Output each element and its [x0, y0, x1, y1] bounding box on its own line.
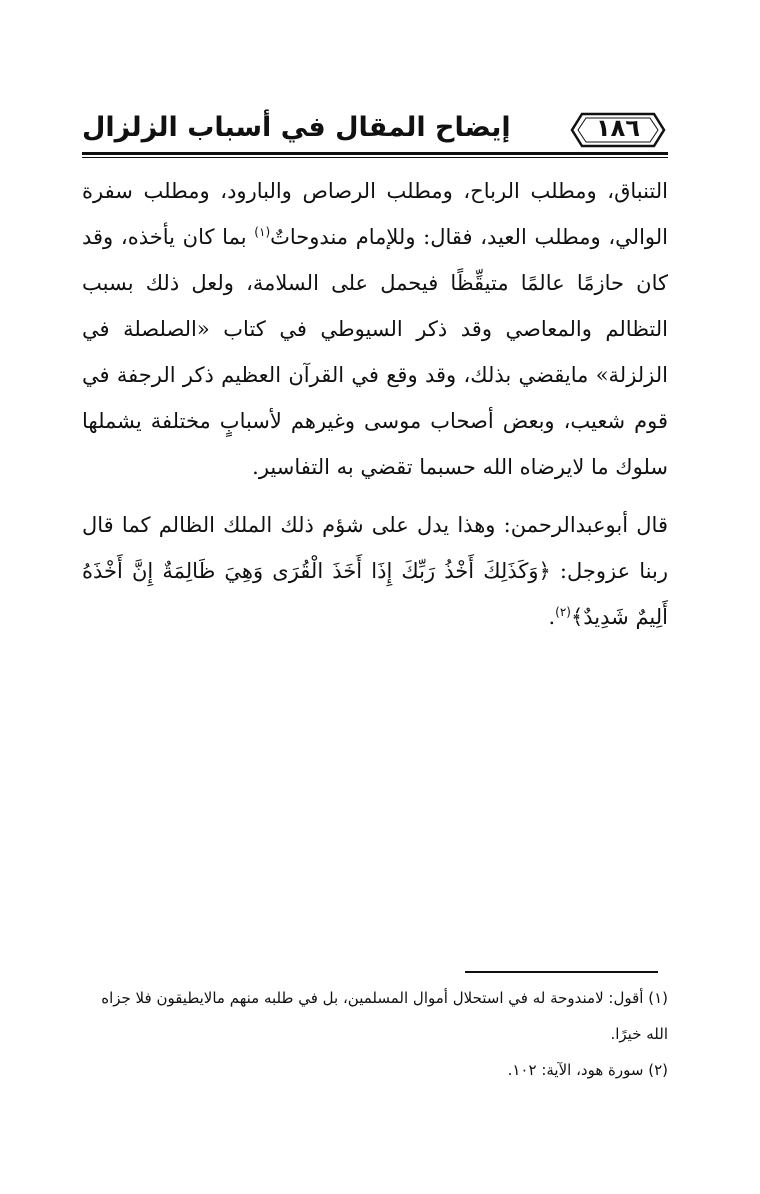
footnote-ref-1: (١) [254, 225, 271, 239]
footnote-ref-2: (٢) [555, 605, 571, 619]
footnote-2: (٢) سورة هود، الآية: ١٠٢. [507, 1061, 668, 1079]
page-header [82, 108, 668, 158]
paragraph-1-start: التنباق، ومطلب الرباح، ومطلب الرصاص والبارود، ومطلب سفرة الوالي، ومطلب العيد، فقال: وللإمام مندوحاتٌ [82, 179, 668, 249]
header-rule [82, 152, 668, 155]
paragraph-1-continuation: بما كان يأخذه، وقد كان حازمًا عالمًا متيقِّظًا فيحمل على السلامة، ولعل ذلك بسبب التظالم والمعاصي وقد ذكر السيوطي في كتاب «الصلصلة في الزلزلة» مايقضي بذلك، وقد وقع في القرآن العظيم ذكر الرجفة في قوم شعيب، وبعض أصحاب موسى وغيرهم لأسبابٍ مختلفة يشملها سلوك ما لايرضاه الله حسبما تقضي به التفاسير. [82, 225, 668, 479]
paragraph-2-text: قال أبوعبدالرحمن: وهذا يدل على شؤم ذلك الملك الظالم كما قال ربنا عزوجل: ﴿وَكَذَلِكَ أَخْذُ رَبِّكَ إِذَا أَخَذَ الْقُرَى وَهِيَ ظَالِمَةٌ إِنَّ أَخْذَهُ أَلِيمٌ شَدِيدٌ﴾ [82, 513, 668, 629]
footnote-1: (١) أقول: لامندوحة له في استحلال أموال المسلمين، بل في طلبه منهم مالايطيقون فلا جزاه الله خيرًا. [101, 989, 668, 1043]
page-number: ١٨٦ [596, 114, 640, 142]
header-rule-thin [82, 157, 668, 158]
paragraph-2 [82, 502, 668, 640]
footnotes [82, 980, 668, 1088]
main-text [82, 168, 668, 640]
page-number-frame [568, 110, 668, 150]
footnote-separator [465, 971, 658, 973]
running-title: إيضاح المقال في أسباب الزلزال [82, 112, 511, 143]
paragraph-2-end: . [548, 605, 556, 629]
paragraph-1 [82, 168, 668, 490]
